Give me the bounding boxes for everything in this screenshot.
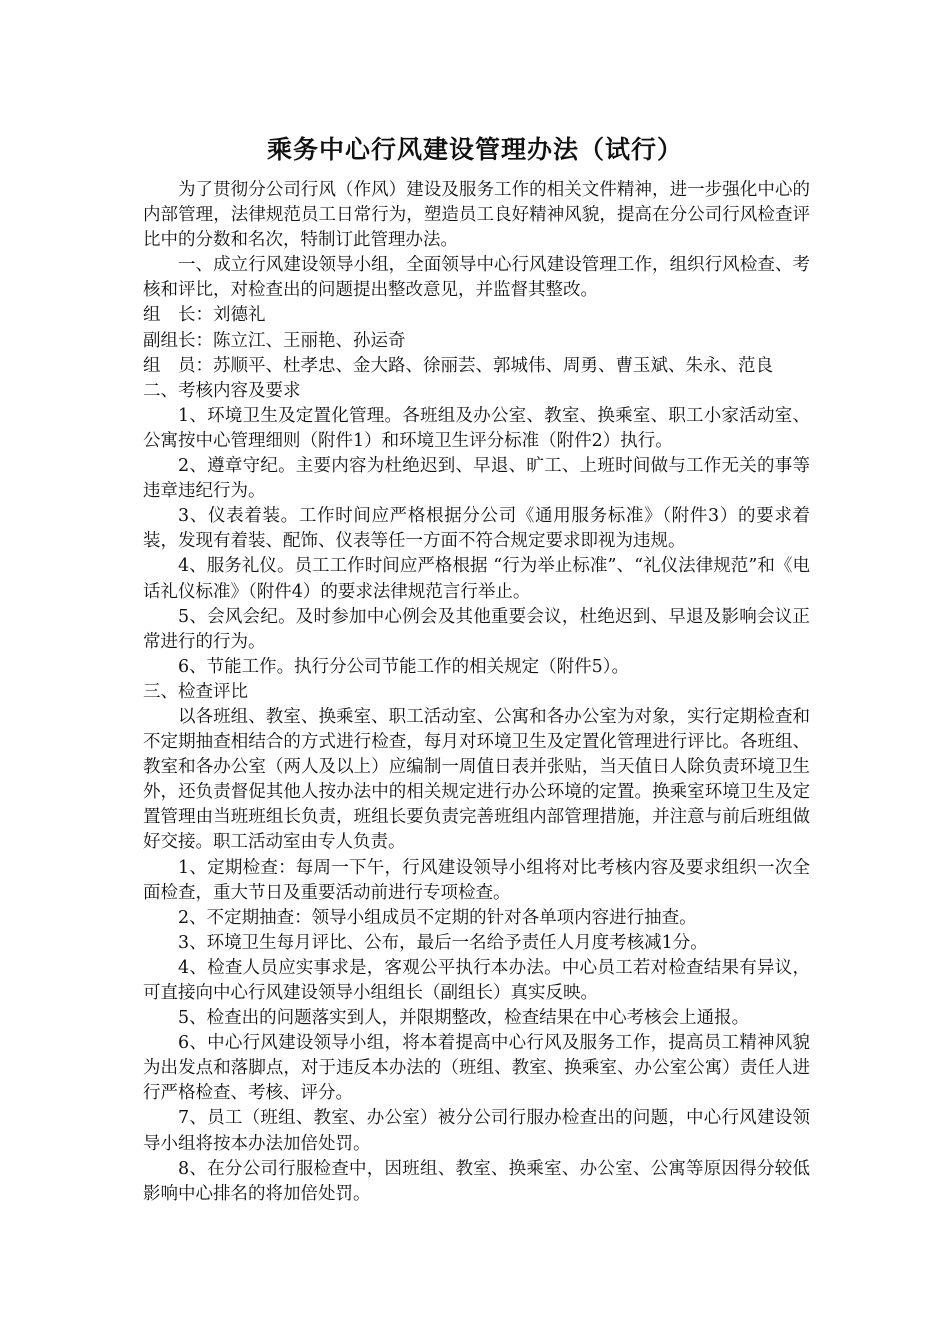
paragraph: 1、环境卫生及定置化管理。各班组及办公室、教室、换乘室、职工小家活动室、公寓按中心管理细则（附件1）和环境卫生评分标准（附件2）执行。: [143, 405, 810, 451]
paragraph: 7、员工（班组、教室、办公室）被分公司行服办检查出的问题，中心行风建设领导小组将按本办法加倍处罚。: [143, 1108, 810, 1154]
paragraph: 以各班组、教室、换乘室、职工活动室、公寓和各办公室为对象，实行定期检查和不定期抽查相结合的方式进行检查，每月对环境卫生及定置化管理进行评比。各班组、教室和各办公室（两人及以上）应编制一周值日表并张贴，当天值日人除负责环境卫生外，还负责督促其他人按办法中的相关规定进行办公环境的定置。换乘室环境卫生及定置管理由当班班组长负责，班组长要负责完善班组内部管理措施，并注意与前后班组做好交接。职工活动室由专人负责。: [143, 706, 810, 853]
paragraph: 4、服务礼仪。员工工作时间应严格根据 “行为举止标准”、“礼仪法律规范”和《电话礼仪标准》（附件4）的要求法律规范言行举止。: [143, 556, 810, 602]
paragraph: 三、检查评比: [143, 681, 248, 702]
paragraph: 8、在分公司行服检查中，因班组、教室、换乘室、办公室、公寓等原因得分较低影响中心排名的将加倍处罚。: [143, 1158, 810, 1204]
paragraph: 3、仪表着装。工作时间应严格根据分公司《通用服务标准》（附件3）的要求着装，发现有着装、配饰、仪表等任一方面不符合规定要求即视为违规。: [143, 506, 810, 552]
paragraph: 一、成立行风建设领导小组，全面领导中心行风建设管理工作，组织行风检查、考核和评比，对检查出的问题提出整改意见，并监督其整改。: [143, 255, 810, 301]
paragraph: 1、定期检查：每周一下午，行风建设领导小组将对比考核内容及要求组织一次全面检查，重大节日及重要活动前进行专项检查。: [143, 857, 810, 903]
paragraph: 5、会风会纪。及时参加中心例会及其他重要会议，杜绝迟到、早退及影响会议正常进行的行为。: [143, 606, 810, 652]
paragraph: 2、遵章守纪。主要内容为杜绝迟到、早退、旷工、上班时间做与工作无关的事等违章违纪行为。: [143, 456, 810, 502]
paragraph: 组 员：苏顺平、杜孝忠、金大路、徐丽芸、郭城伟、周勇、曹玉斌、朱永、范良: [143, 355, 773, 376]
paragraph: 5、检查出的问题落实到人，并限期整改，检查结果在中心考核会上通报。: [178, 1008, 750, 1029]
paragraph: 6、节能工作。执行分公司节能工作的相关规定（附件5）。: [178, 656, 630, 677]
paragraph: 二、考核内容及要求: [143, 380, 301, 401]
paragraph: 3、环境卫生每月评比、公布，最后一名给予责任人月度考核减1分。: [178, 932, 708, 953]
document-body: [143, 178, 810, 1207]
paragraph: 4、检查人员应实事求是，客观公平执行本办法。中心员工若对检查结果有异议，可直接向中心行风建设领导小组组长（副组长）真实反映。: [143, 957, 810, 1003]
paragraph: 2、不定期抽查：领导小组成员不定期的针对各单项内容进行抽查。: [178, 907, 697, 928]
paragraph: 组 长：刘德礼: [143, 305, 266, 326]
paragraph: 6、中心行风建设领导小组，将本着提高中心行风及服务工作，提高员工精神风貌为出发点和落脚点，对于违反本办法的（班组、教室、换乘室、办公室公寓）责任人进行严格检查、考核、评分。: [143, 1033, 810, 1104]
paragraph: 为了贯彻分公司行风（作风）建设及服务工作的相关文件精神，进一步强化中心的内部管理，法律规范员工日常行为，塑造员工良好精神风貌，提高在分公司行风检查评比中的分数和名次，特制订此管理办法。: [143, 180, 810, 251]
paragraph: 副组长：陈立江、王丽艳、孙运奇: [143, 330, 406, 351]
document-title: 乘务中心行风建设管理办法（试行）: [266, 135, 683, 164]
